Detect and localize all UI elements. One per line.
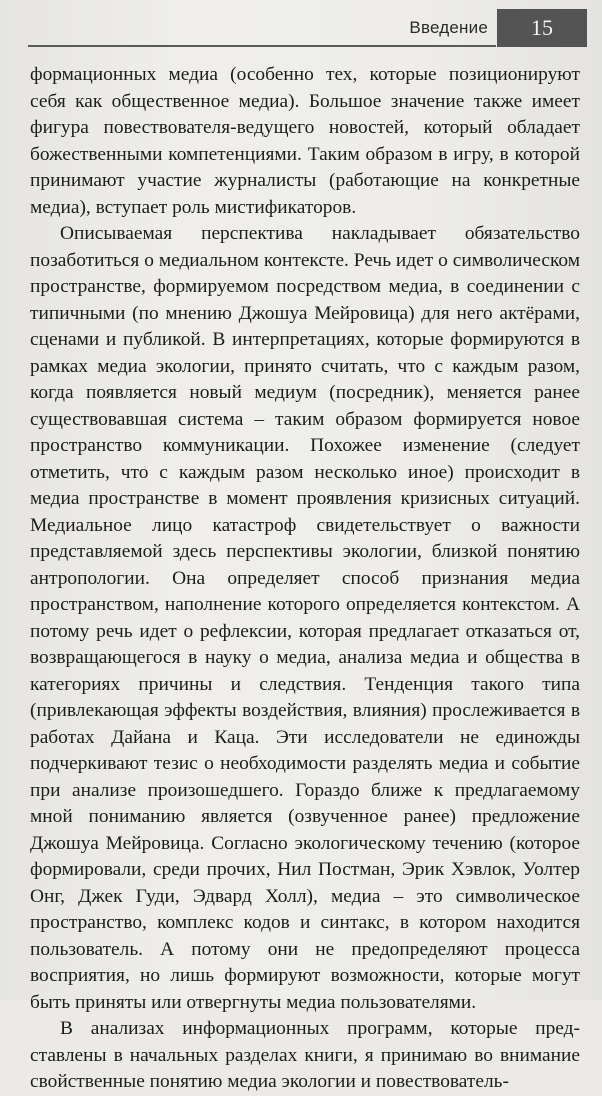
paragraph-1: формационных медиа (особенно тех, которые позиционируют себя как общественное медиа). Большое значение также имеет фигура повествователя-ведущего новостей, который обладает божественными компетенциями. Таким образом в игру, в которой принимают участие журналисты (работающие на конкретные медиа), вступает роль мистификаторов. <box>30 64 580 218</box>
paragraph-3: В анализах информационных программ, которые представлены в начальных разделах книги, я принимаю во внимание свойственные понятию медиа экологии и повествователь- <box>30 1018 580 1092</box>
page-number-box <box>497 9 587 47</box>
running-header-section: Введение <box>409 18 488 37</box>
paragraph-2: Описываемая перспектива накладывает обязательство позаботиться о медиальном контексте. Речь идет о символическом пространстве, формируемом посредством медиа, в соединении с типичными (по мнению Джошуа Мейровица) для него актёрами, сценами и публикой. В интерпретациях, которые формируются в рамках медиа экологии, принято считать, что с каждым разом, когда появляется новый медиум (посредник), меняется ранее существовавшая система – таким образом формируется новое пространство коммуникации. Похожее изменение (следует отметить, что с каждым разом несколько иное) происходит в медиа пространстве в момент проявления кризисных ситуаций. Медиальное лицо катастроф свидетельствует о важности представляемой здесь перспективы экологии, близкой понятию антропологии. Она определяет способ признания медиа пространством, наполнение которого определяется контекстом. А потому речь идет о рефлексии, которая предлагает отказаться от, возвращающегося в науку о медиа, анализа медиа и общества в категориях причины и следствия. Тенденция такого типа (привлекающая эффекты воздействия, влияния) прослеживается в работах Дайана и Каца. Эти исследователи не единожды подчеркивают тезис о необходимости разделять медиа и событие при анализе произошедшего. Гораздо ближе к предлагаемому мной пониманию является (озвученное ранее) предложение Джошуа Мейровица. Согласно экологическому течению (которое формировали, среди прочих, Нил Постман, Эрик Хэвлок, Уолтер Онг, Джек Гуди, Эдвард Холл), медиа – это символическое пространство, комплекс кодов и синтакс, в котором находится пользователь. А потому они не предопределяют процесса восприятия, но лишь формируют возможности, которые могут быть приняты или отвергнуты медиа пользователями. <box>30 223 580 1013</box>
page-number: 15 <box>531 15 553 40</box>
header-rule <box>28 45 496 47</box>
body-text <box>30 62 580 1096</box>
